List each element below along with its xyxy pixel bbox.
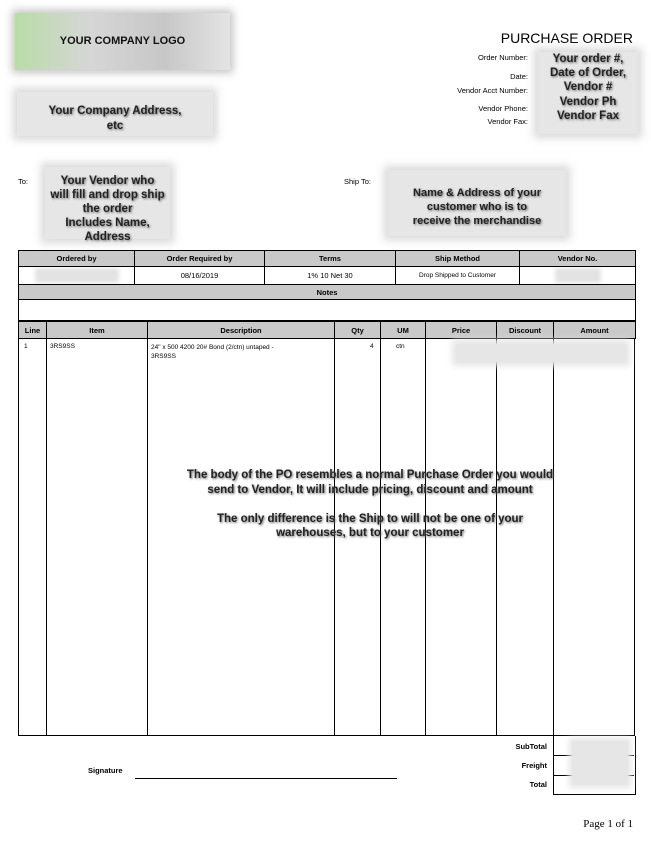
col-header: Terms <box>265 251 396 267</box>
ship-to-line: Name & Address of your <box>413 187 541 199</box>
order-info-box <box>538 52 638 134</box>
logo-text: YOUR COMPANY LOGO <box>59 35 186 47</box>
vendor-fax-label: Vendor Fax: <box>487 117 528 126</box>
order-info-line: Date of Order, <box>549 67 627 80</box>
order-info-line: Vendor # <box>563 81 613 94</box>
col-header: Qty <box>335 322 381 339</box>
vendor-no-cell <box>520 267 636 285</box>
vendor-box <box>45 167 170 243</box>
order-info-line: Vendor Ph <box>559 95 617 108</box>
ship-to-line: customer who is to <box>426 201 528 213</box>
ship-to-box <box>388 170 566 236</box>
order-required-by-cell: 08/16/2019 <box>135 267 265 285</box>
total-label: Total <box>529 780 547 789</box>
vendor-acct-label: Vendor Acct Number: <box>457 86 528 95</box>
order-number-label: Order Number: <box>477 53 528 62</box>
signature-line <box>135 778 397 779</box>
table-row-line: 1 <box>24 343 28 350</box>
pricing-redacted <box>456 344 626 362</box>
vendor-line: Your Vendor who <box>60 175 155 187</box>
ship-method-cell: Drop Shipped to Customer <box>396 267 520 285</box>
vendor-line: the order <box>82 203 133 215</box>
order-details-table <box>18 250 636 321</box>
freight-label: Freight <box>521 761 547 770</box>
col-header: Description <box>148 322 335 339</box>
totals-redacted <box>572 741 628 785</box>
body-note: The body of the PO resembles a normal Purchase Order you would send to Vendor, It will include pricing, discount and amount The only difference is the Ship to will not be one of your warehouses, but to your customer <box>186 469 554 539</box>
page-title: PURCHASE ORDER <box>500 30 633 46</box>
date-label: Date: <box>510 72 528 81</box>
table-row-description: 24" x 500 4200 20# Bond (2/ctn) untaped - 3RS9SS <box>151 344 274 360</box>
subtotal-label: SubTotal <box>515 742 547 751</box>
table-row-item: 3RS9SS <box>50 343 75 350</box>
col-header: UM <box>381 322 426 339</box>
col-header: Vendor No. <box>520 251 636 267</box>
notes-header: Notes <box>19 285 636 300</box>
to-label: To: <box>18 177 29 186</box>
items-table <box>18 321 636 339</box>
vendor-line: will fill and drop ship <box>50 189 165 201</box>
order-info-line: Vendor Fax <box>557 109 619 122</box>
terms-cell: 1% 10 Net 30 <box>265 267 396 285</box>
company-address-line: Your Company Address, <box>48 105 182 117</box>
table-row-um: ctn <box>396 343 405 350</box>
col-header: Discount <box>497 322 554 339</box>
company-address-line: etc <box>106 119 124 132</box>
col-header: Ship Method <box>396 251 520 267</box>
signature-label: Signature <box>88 766 123 775</box>
company-logo <box>15 13 230 70</box>
vendor-line: Address <box>84 231 131 243</box>
page-number: Page 1 of 1 <box>583 818 633 830</box>
col-header: Line <box>19 322 47 339</box>
col-header: Price <box>426 322 497 339</box>
ordered-by-cell <box>19 267 135 285</box>
col-header: Item <box>47 322 148 339</box>
col-header: Amount <box>554 322 636 339</box>
table-row-qty: 4 <box>370 343 374 350</box>
ship-to-line: receive the merchandise <box>412 215 542 227</box>
notes-cell <box>19 300 636 321</box>
ship-to-label: Ship To: <box>344 177 371 186</box>
vendor-phone-label: Vendor Phone: <box>478 104 528 113</box>
col-header: Ordered by <box>19 251 135 267</box>
company-address-box <box>17 92 213 136</box>
order-info-line: Your order #, <box>552 53 624 65</box>
col-header: Order Required by <box>135 251 265 267</box>
vendor-line: Includes Name, <box>65 217 150 229</box>
